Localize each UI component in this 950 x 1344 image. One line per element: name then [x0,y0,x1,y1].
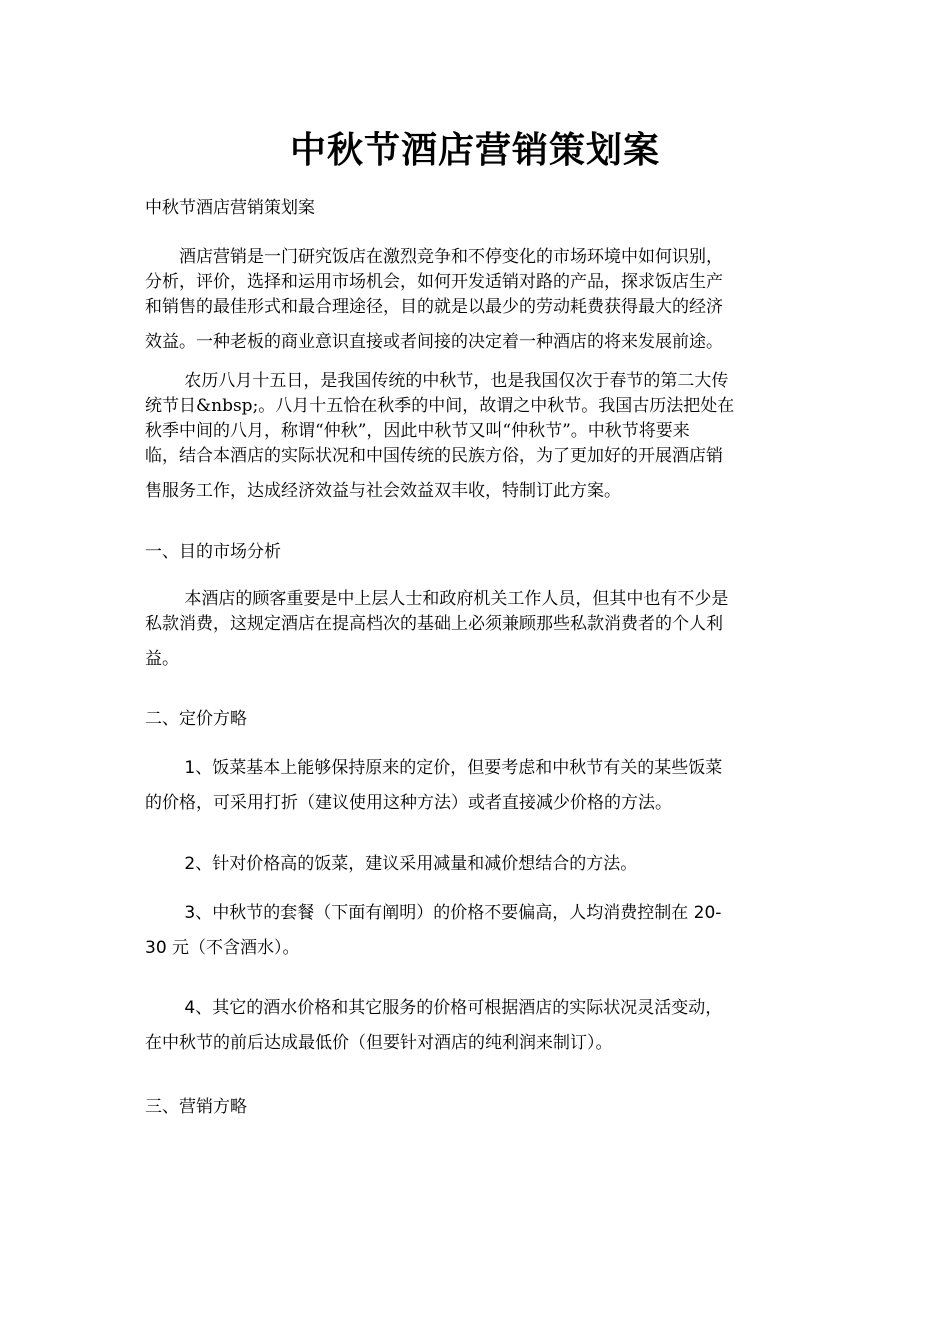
paragraph-line: 售服务工作，达成经济效益与社会效益双丰收，特制订此方案。 [145,481,621,501]
heading-text: 一、目的市场分析 [145,542,281,562]
paragraph-line: 秋季中间的八月，称谓“仲秋”，因此中秋节又叫“仲秋节”。中秋节将要来 [145,421,690,441]
paragraph-line: 1、饭菜基本上能够保持原来的定价，但要考虑和中秋节有关的某些饭菜 [145,758,723,778]
paragraph-line: 4、其它的酒水价格和其它服务的价格可根据酒店的实际状况灵活变动， [145,998,723,1018]
section-heading-market-analysis [145,540,815,565]
pricing-item-3 [145,901,815,961]
pricing-item-1 [145,756,815,816]
heading-text: 二、定价方略 [145,709,247,729]
paragraph-line: 3、中秋节的套餐（下面有阐明）的价格不要偏高，人均消费控制在 20- [145,903,722,923]
market-analysis-paragraph [145,587,815,672]
document-title: 中秋节酒店营销策划案 [289,130,660,171]
paragraph-line: 统节日&nbsp;。八月十五恰在秋季的中间，故谓之中秋节。我国古历法把处在 [145,396,735,416]
pricing-item-2 [145,852,815,877]
section-heading-pricing [145,707,815,732]
subtitle-text: 中秋节酒店营销策划案 [145,198,315,218]
paragraph-line: 2、针对价格高的饭菜，建议采用减量和减价想结合的方法。 [145,854,638,874]
paragraph-line: 酒店营销是一门研究饭店在激烈竞争和不停变化的市场环境中如何识别， [145,247,723,267]
intro-paragraph [145,245,815,355]
paragraph-line: 在中秋节的前后达成最低价（但要针对酒店的纯利润来制订）。 [145,1033,613,1053]
document-subtitle [145,196,815,221]
paragraph-line: 分析，评价，选择和运用市场机会，如何开发适销对路的产品，探求饭店生产 [145,272,723,292]
paragraph-line: 农历八月十五日，是我国传统的中秋节，也是我国仅次于春节的第二大传 [145,371,729,391]
section-heading-marketing [145,1095,815,1120]
paragraph-line: 30 元（不含酒水）。 [145,938,300,958]
paragraph-line: 的价格，可采用打折（建议使用这种方法）或者直接减少价格的方法。 [145,793,672,813]
heading-text: 三、营销方略 [145,1097,247,1117]
paragraph-line: 效益。一种老板的商业意识直接或者间接的决定着一种酒店的将来发展前途。 [145,332,723,352]
paragraph-line: 私款消费，这规定酒店在提高档次的基础上必须兼顾那些私款消费者的个人利 [145,614,723,634]
paragraph-line: 和销售的最佳形式和最合理途径，目的就是以最少的劳动耗费获得最大的经济 [145,297,723,317]
paragraph-line: 益。 [145,649,179,669]
paragraph-line: 本酒店的顾客重要是中上层人士和政府机关工作人员，但其中也有不少是 [145,589,729,609]
paragraph-line: 临，结合本酒店的实际状况和中国传统的民族方俗，为了更加好的开展酒店销 [145,446,723,466]
pricing-item-4 [145,996,815,1056]
background-paragraph [145,369,815,504]
